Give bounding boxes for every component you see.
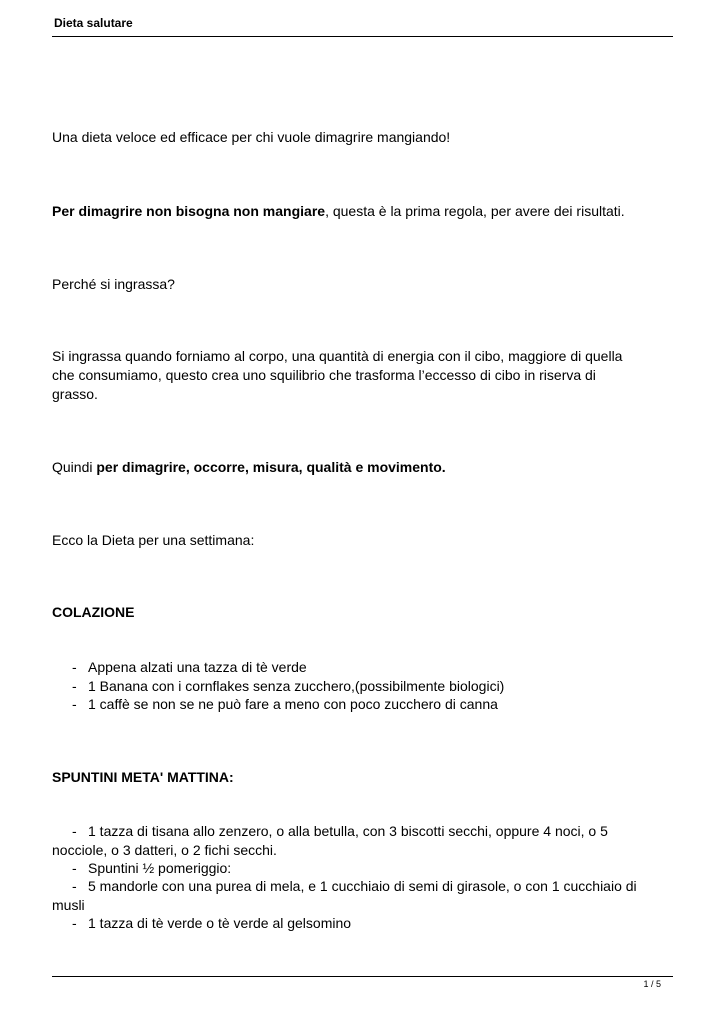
week-intro-paragraph: Ecco la Dieta per una settimana: [52, 532, 255, 548]
spuntini-item-text: 1 tazza di tè verde o tè verde al gelsomino [88, 915, 352, 931]
list-dash: - [72, 696, 77, 712]
list-dash: - [72, 878, 77, 894]
spuntini-item [52, 877, 664, 915]
page-header [52, 14, 673, 37]
spuntini-item-text: Spuntini ½ pomeriggio: [88, 860, 232, 876]
quindi-bold-text: per dimagrire, occorre, misura, qualità e movimento. [96, 459, 446, 475]
page-number: 1 / 5 [643, 979, 661, 989]
quindi-prefix: Quindi [52, 459, 97, 475]
colazione-heading [52, 603, 672, 622]
spuntini-item-text: 5 mandorle con una purea di mela, e 1 cucchiaio di semi di girasole, o con 1 cucchiaio di musli [52, 878, 637, 913]
page-footer [52, 976, 673, 991]
explanation-line-1: Si ingrassa quando forniamo al corpo, una quantità di energia con il cibo, maggiore di quella [52, 348, 623, 364]
list-dash: - [72, 823, 77, 839]
explanation-line-2: che consumiamo, questo crea uno squilibrio che trasforma l’eccesso di cibo in riserva di [52, 367, 596, 383]
spuntini-item-text: 1 tazza di tisana allo zenzero, o alla betulla, con 3 biscotti secchi, oppure 4 noci, o 5 nocciole, o 3 datteri, o 2 fichi secchi. [52, 823, 608, 858]
list-dash: - [72, 915, 77, 931]
list-dash: - [72, 860, 77, 876]
rule-paragraph [52, 202, 672, 221]
rule-bold-text: Per dimagrire non bisogna non mangiare [52, 203, 326, 219]
header-title: Dieta salutare [54, 16, 133, 30]
colazione-item-text: 1 Banana con i cornflakes senza zucchero,(possibilmente biologici) [88, 678, 505, 694]
intro-paragraph: Una dieta veloce ed efficace per chi vuole dimagrire mangiando! [52, 129, 451, 145]
rule-rest-text: , questa è la prima regola, per avere dei risultati. [325, 203, 625, 219]
colazione-item-text: Appena alzati una tazza di tè verde [88, 659, 307, 675]
colazione-item-text: 1 caffè se non se ne può fare a meno con poco zucchero di canna [88, 696, 498, 712]
quindi-paragraph [52, 458, 672, 477]
spuntini-heading [52, 768, 672, 787]
spuntini-item [52, 822, 664, 860]
question-paragraph: Perché si ingrassa? [52, 276, 175, 292]
list-dash: - [72, 659, 77, 675]
explanation-line-3: grasso. [52, 386, 98, 402]
spuntini-heading-text: SPUNTINI META' MATTINA: [52, 769, 234, 785]
colazione-heading-text: COLAZIONE [52, 604, 135, 620]
list-dash: - [72, 678, 77, 694]
